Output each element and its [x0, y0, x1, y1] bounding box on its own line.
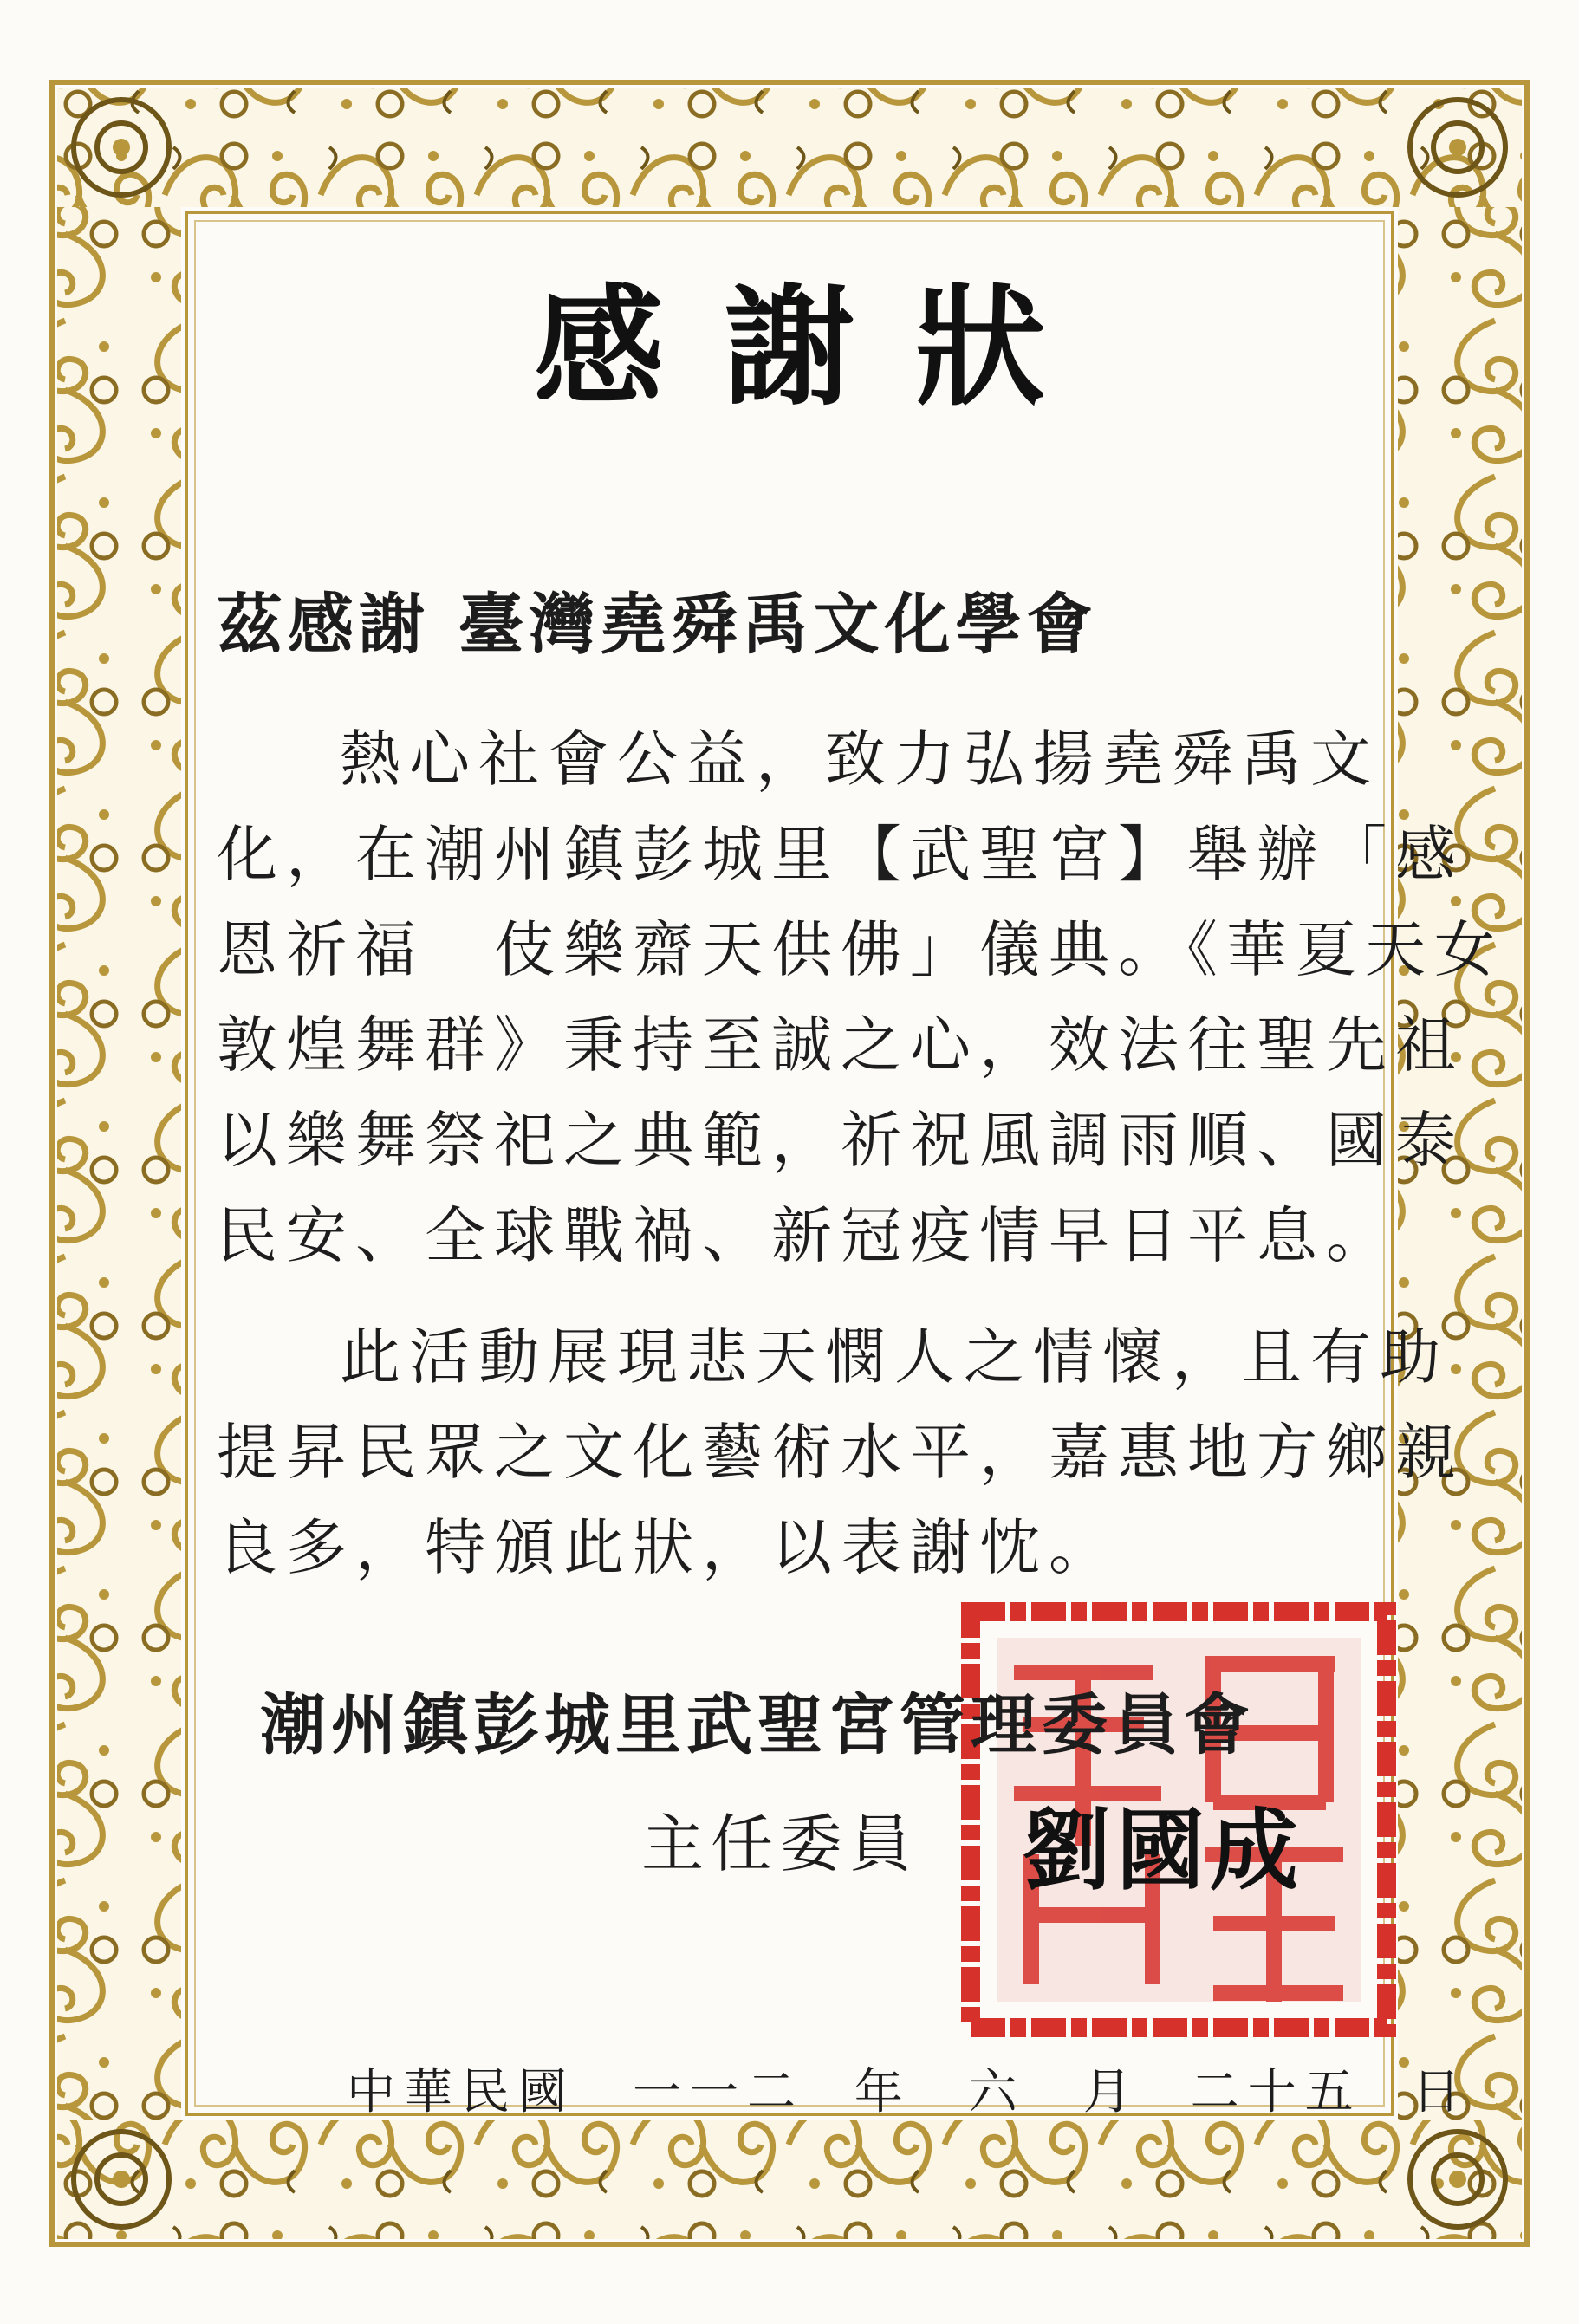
signer-name: 劉國成 [1023, 1799, 1303, 1903]
body-line: 敦煌舞群》秉持至誠之心，效法往聖先祖 [217, 1009, 1465, 1081]
signer-role: 主任委員 [641, 1808, 919, 1880]
issue-date: 中華民國 一一二 年 六 月 二十五 日 [347, 2064, 1470, 2120]
organization-name: 潮州鎮彭城里武聖宮管理委員會 [260, 1686, 1255, 1763]
body-line: 以樂舞祭祀之典範，祈祝風調雨順、國泰 [217, 1105, 1465, 1176]
body-line: 提昇民眾之文化藝術水平，嘉惠地方鄉親 [217, 1417, 1465, 1488]
body-line: 恩祈福 伎樂齋天供佛」儀典。《華夏天女 [217, 914, 1504, 985]
body-line: 化，在潮州鎮彭城里【武聖宮】舉辦「感 [217, 819, 1465, 890]
body-line: 民安、全球戰禍、新冠疫情早日平息。 [217, 1200, 1395, 1271]
certificate-title: 感謝狀 [533, 271, 1106, 424]
body-line: 良多，特頒此狀，以表謝忱。 [217, 1512, 1118, 1583]
body-line: 熱心社會公益，致力弘揚堯舜禹文 [340, 724, 1380, 795]
recipient-line: 茲感謝 臺灣堯舜禹文化學會 [217, 586, 1098, 663]
body-line: 此活動展現悲天憫人之情懷，且有助 [340, 1321, 1449, 1392]
